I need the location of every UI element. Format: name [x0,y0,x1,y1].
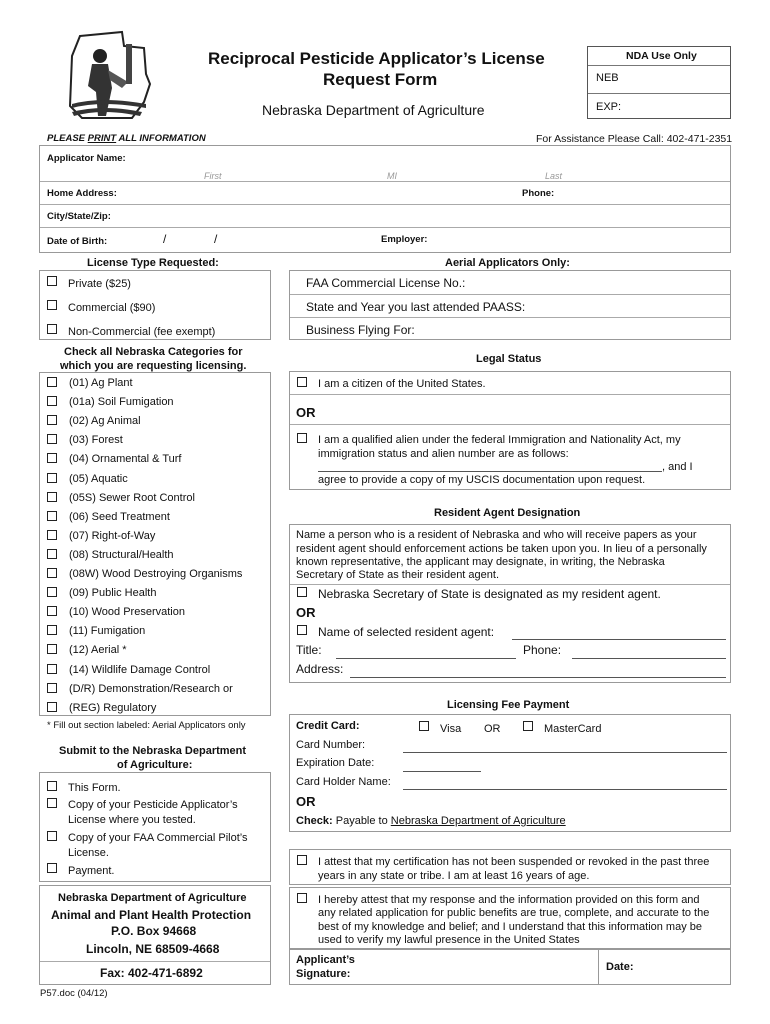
department-name: Nebraska Department of Agriculture [262,102,485,118]
form-title-line1: Reciprocal Pesticide Applicator’s License [208,49,545,68]
category-label: (08W) Wood Destroying Organisms [69,568,243,580]
agent-or: OR [296,605,316,620]
form-title-line2: Request Form [323,70,438,89]
legal-status-heading: Legal Status [476,353,542,365]
last-name-hint: Last [545,171,563,181]
card-holder-label: Card Holder Name: [296,776,391,788]
attest-truth-2: any related application for public benefits are true, complete, and accurate to the [318,907,710,919]
address-line-3: P.O. Box 94668 [111,924,197,938]
submit-this-form: This Form. [68,782,121,794]
category-label: (01a) Soil Fumigation [69,396,174,409]
attest-truth-3: best of my knowledge and belief; and I understand that this information may be [318,921,703,933]
secretary-of-state-option: Nebraska Secretary of State is designated as my resident agent. [318,587,661,601]
nda-neb-label: NEB [596,72,619,84]
alien-line-4: agree to provide a copy of my USCIS documentation upon request. [318,474,646,486]
checkbox-citizen[interactable] [297,377,307,387]
category-checkbox[interactable] [47,644,57,654]
category-checkbox[interactable] [47,549,57,559]
dob-slash-1: / [163,232,167,246]
category-checkbox[interactable] [47,511,57,521]
signature-box [289,949,731,985]
category-label: (04) Ornamental & Turf [69,453,182,466]
checkbox-faa-license-copy[interactable] [47,831,57,841]
agent-phone-field[interactable] [572,658,726,659]
category-label: (12) Aerial * [69,644,127,657]
signature-label-1: Applicant’s [296,954,355,966]
category-checkbox[interactable] [47,606,57,616]
checkbox-qualified-alien[interactable] [297,433,307,443]
assistance-phone: For Assistance Please Call: 402-471-2351 [536,133,733,145]
resident-agent-box [289,524,731,683]
applicant-info-box [39,145,731,253]
attest-certification-2: years in any state or tribe. I am at least 16 years of age. [318,870,590,882]
category-item[interactable] [40,470,270,489]
category-label: (14) Wildlife Damage Control [69,663,211,676]
agent-title-field[interactable] [336,658,516,659]
checkbox-secretary-of-state[interactable] [297,587,307,597]
submit-copy2-line2: License. [68,847,109,859]
city-state-zip-label: City/State/Zip: [47,211,111,222]
categories-heading-2: which you are requesting licensing. [60,360,247,372]
category-label: (D/R) Demonstration/Research or [69,682,233,695]
category-label: (01) Ag Plant [69,377,133,389]
checkbox-commercial[interactable] [47,300,57,310]
category-checkbox[interactable] [47,434,57,444]
checkbox-applicator-license-copy[interactable] [47,798,57,808]
checkbox-visa[interactable] [419,721,429,731]
category-label: (05S) Sewer Root Control [69,491,195,504]
faa-license-label: FAA Commercial License No.: [306,276,466,290]
checkbox-mastercard[interactable] [523,721,533,731]
agent-name-field[interactable] [512,639,726,640]
license-option-private: Private ($25) [68,278,131,290]
category-checkbox[interactable] [47,473,57,483]
aerial-footnote: * Fill out section labeled: Aerial Applicators only [47,720,246,731]
attest-certification-box [289,849,731,885]
visa-label: Visa [440,723,462,735]
category-item[interactable] [40,412,270,431]
category-checkbox[interactable] [47,568,57,578]
expiration-label: Expiration Date: [296,757,375,769]
category-label: (02) Ag Animal [69,415,141,428]
home-phone-label: Phone: [522,188,555,199]
resident-agent-heading: Resident Agent Designation [434,507,581,519]
citizen-statement: I am a citizen of the United States. [318,378,486,390]
submit-copy1-line2: License where you tested. [68,814,196,826]
category-label: (11) Fumigation [69,625,146,638]
submit-copy2-line1: Copy of your FAA Commercial Pilot’s [68,832,248,844]
home-address-label: Home Address: [47,188,117,199]
category-label: (06) Seed Treatment [69,510,170,523]
payment-or: OR [296,794,316,809]
category-checkbox[interactable] [47,492,57,502]
category-checkbox[interactable] [47,587,57,597]
signature-label-2: Signature: [296,968,351,980]
agent-intro-2: resident agent should enforcement actions be taken upon you. In lieu of a personally [296,543,707,555]
category-item[interactable] [40,699,270,718]
alien-line-2: immigration status and alien number are as follows: [318,448,569,460]
agent-intro-3: known representative, the applicant may designate, in writing, the Nebraska [296,556,665,568]
checkbox-this-form[interactable] [47,781,57,791]
category-item[interactable] [40,603,270,622]
mi-hint: MI [387,171,397,181]
checkbox-named-agent[interactable] [297,625,307,635]
category-item[interactable] [40,680,270,699]
category-item[interactable] [40,584,270,603]
attest-truth-box [289,887,731,949]
category-label: (05) Aquatic [69,472,128,485]
checkbox-payment[interactable] [47,863,57,873]
category-checkbox[interactable] [47,530,57,540]
check-payment: Check: Payable to Nebraska Department of Agriculture [296,815,566,827]
address-line-2: Animal and Plant Health Protection [51,908,252,922]
applicator-name-label: Applicator Name: [47,153,126,164]
agent-phone-label: Phone: [523,643,562,657]
attest-truth-4: used to verify my lawful presence in the United States [318,934,580,946]
nda-exp-label: EXP: [596,101,622,113]
category-item[interactable] [40,546,270,565]
alien-number-field[interactable] [318,471,662,472]
category-checkbox[interactable] [47,453,57,463]
submit-heading-1: Submit to the Nebraska Department [59,745,247,757]
submit-payment: Payment. [68,865,115,877]
agent-title-label: Title: [296,643,322,657]
card-holder-field[interactable] [403,789,727,790]
date-field[interactable] [642,950,730,984]
category-checkbox[interactable] [47,377,57,387]
category-checkbox[interactable] [47,702,57,712]
card-or-label: OR [484,723,501,735]
agent-intro-1: Name a person who is a resident of Nebraska and who will receive papers as your [296,529,697,541]
category-checkbox[interactable] [47,415,57,425]
form-code: P57.doc (04/12) [40,988,108,999]
employer-label: Employer: [381,234,428,245]
alien-line-1: I am a qualified alien under the federal Immigration and Nationality Act, my [318,434,681,446]
categories-heading-1: Check all Nebraska Categories for [64,346,243,358]
category-item[interactable] [40,508,270,527]
attest-truth-1: I hereby attest that my response and the information provided on this form and [318,894,700,906]
first-name-hint: First [204,171,222,181]
agent-intro-4: Secretary of State as their resident agent. [296,569,500,581]
mastercard-label: MasterCard [544,723,602,735]
business-flying-label: Business Flying For: [306,323,415,337]
submit-heading-2: of Agriculture: [117,759,193,771]
category-label: (REG) Regulatory [69,701,157,714]
aerial-box [289,270,731,340]
address-line-4: Lincoln, NE 68509-4668 [86,942,220,956]
named-agent-label: Name of selected resident agent: [318,625,495,639]
submit-copy1-line1: Copy of your Pesticide Applicator’s [68,799,238,811]
nda-logo [62,26,154,126]
signature-field[interactable] [360,950,596,984]
attest-certification-1: I attest that my certification has not been suspended or revoked in the past three [318,856,710,868]
print-instructions: PLEASE PRINT ALL INFORMATION [47,133,206,144]
checkbox-attest-truth[interactable] [297,893,307,903]
category-label: (10) Wood Preservation [69,606,185,619]
submit-checklist-box [39,772,271,882]
fax-number: Fax: 402-471-6892 [100,966,203,980]
category-item[interactable] [40,622,270,641]
nda-use-only-title: NDA Use Only [626,50,697,62]
date-of-birth-label: Date of Birth: [47,236,108,247]
license-option-commercial: Commercial ($90) [68,302,156,314]
category-item[interactable] [40,527,270,546]
category-item[interactable] [40,565,270,584]
card-number-field[interactable] [403,752,727,753]
card-number-label: Card Number: [296,739,366,751]
category-checkbox[interactable] [47,664,57,674]
mailing-address-box [39,885,271,985]
dob-slash-2: / [214,232,218,246]
category-item[interactable] [40,374,270,393]
category-checkbox[interactable] [47,396,57,406]
credit-card-label: Credit Card: [296,720,360,732]
fee-payment-box [289,714,731,832]
category-label: (03) Forest [69,434,123,447]
legal-or: OR [296,405,316,420]
legal-status-box [289,371,731,490]
category-item[interactable] [40,431,270,450]
category-checkbox[interactable] [47,683,57,693]
category-item[interactable] [40,489,270,508]
license-type-heading: License Type Requested: [87,257,219,269]
nda-use-only-box [587,46,731,119]
category-item[interactable] [40,661,270,680]
expiration-field[interactable] [403,771,481,772]
license-type-box [39,270,271,340]
category-item[interactable] [40,641,270,660]
date-label: Date: [606,961,634,973]
paass-label: State and Year you last attended PAASS: [306,300,526,314]
checkbox-noncommercial[interactable] [47,324,57,334]
address-line-1: Nebraska Department of Agriculture [58,892,247,904]
category-label: (07) Right-of-Way [69,529,156,542]
alien-line-3: , and I [662,461,693,473]
agent-address-field[interactable] [350,677,726,678]
category-item[interactable] [40,393,270,412]
category-checkbox[interactable] [47,625,57,635]
checkbox-attest-certification[interactable] [297,855,307,865]
license-option-noncommercial: Non-Commercial (fee exempt) [68,326,216,338]
category-label: (09) Public Health [69,587,157,600]
aerial-heading: Aerial Applicators Only: [445,257,570,269]
checkbox-private[interactable] [47,276,57,286]
agent-address-label: Address: [296,662,344,676]
fee-payment-heading: Licensing Fee Payment [447,699,570,711]
category-item[interactable] [40,450,270,469]
category-label: (08) Structural/Health [69,548,174,561]
